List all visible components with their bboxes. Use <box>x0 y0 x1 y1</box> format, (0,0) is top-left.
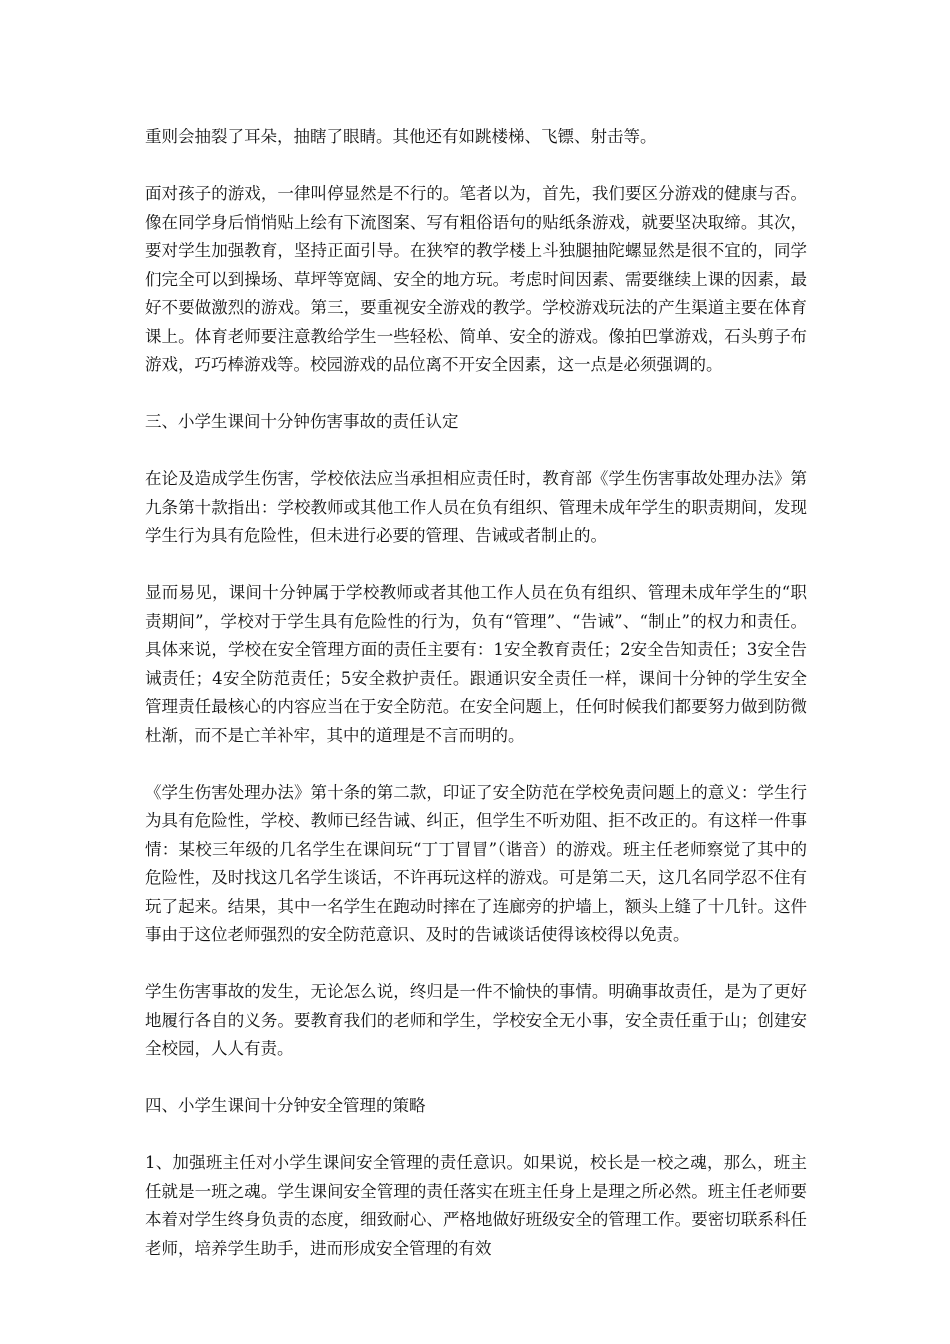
paragraph-exemption-case: 《学生伤害处理办法》第十条的第二款，印证了安全防范在学校免责问题上的意义：学生行为具有危险性，学校、教师已经告诫、纠正，但学生不听劝阻、拒不改正的。有这样一件事情：某校三年级的几名学生在课间玩“丁丁冒冒”（谐音）的游戏。班主任老师察觉了其中的危险性，及时找这几名学生谈话，不许再玩这样的游戏。可是第二天，这几名同学忍不住有玩了起来。结果，其中一名学生在跑动时摔在了连廊旁的护墙上，额头上缝了十几针。这件事由于这位老师强烈的安全防范意识、及时的告诫谈话使得该校得以免责。 <box>145 782 807 944</box>
paragraph-school-responsibility: 显而易见，课间十分钟属于学校教师或者其他工作人员在负有组织、管理未成年学生的“职责期间”，学校对于学生具有危险性的行为，负有“管理”、“告诫”、“制止”的权力和责任。具体来说，学校在安全管理方面的责任主要有：1安全教育责任；2安全告知责任；3安全告诫责任；4安全防范责任；5安全救护责任。跟通识安全责任一样，课间十分钟的学生安全管理责任最核心的内容应当在于安全防范。在安全问题上，任何时候我们都要努力做到防微杜渐，而不是亡羊补牢，其中的道理是不言而明的。 <box>145 583 807 745</box>
document-body <box>145 123 807 1263</box>
paragraph-strategy-1: 1、加强班主任对小学生课间安全管理的责任意识。如果说，校长是一校之魂，那么，班主任就是一班之魂。学生课间安全管理的责任落实在班主任身上是理之所必然。班主任老师要本着对学生终身负责的态度，细致耐心、严格地做好班级安全的管理工作。要密切联系科任老师，培养学生助手，进而形成安全管理的有效 <box>145 1153 807 1258</box>
paragraph-game-guidance: 面对孩子的游戏，一律叫停显然是不行的。笔者以为，首先，我们要区分游戏的健康与否。像在同学身后悄悄贴上绘有下流图案、写有粗俗语句的贴纸条游戏，就要坚决取缔。其次，要对学生加强教育，坚持正面引导。在狭窄的教学楼上斗独腿抽陀螺显然是很不宜的，同学们完全可以到操场、草坪等宽阔、安全的地方玩。考虑时间因素、需要继续上课的因素，最好不要做激烈的游戏。第三，要重视安全游戏的教学。学校游戏玩法的产生渠道主要在体育课上。体育老师要注意教给学生一些轻松、简单、安全的游戏。像拍巴掌游戏，石头剪子布游戏，巧巧棒游戏等。校园游戏的品位离不开安全因素，这一点是必须强调的。 <box>145 184 807 374</box>
paragraph-legal-basis: 在论及造成学生伤害，学校依法应当承担相应责任时，教育部《学生伤害事故处理办法》第九条第十款指出：学校教师或其他工作人员在负有组织、管理未成年学生的职责期间，发现学生行为具有危险性，但未进行必要的管理、告诫或者制止的。 <box>145 469 807 545</box>
section-heading-4: 四、小学生课间十分钟安全管理的策略 <box>145 1096 426 1115</box>
paragraph-conclusion: 学生伤害事故的发生，无论怎么说，终归是一件不愉快的事情。明确事故责任，是为了更好地履行各自的义务。要教育我们的老师和学生，学校安全无小事，安全责任重于山；创建安全校园，人人有责。 <box>145 982 807 1058</box>
section-heading-3: 三、小学生课间十分钟伤害事故的责任认定 <box>145 412 459 431</box>
paragraph-continuation: 重则会抽裂了耳朵，抽瞎了眼睛。其他还有如跳楼梯、飞镖、射击等。 <box>145 127 657 146</box>
